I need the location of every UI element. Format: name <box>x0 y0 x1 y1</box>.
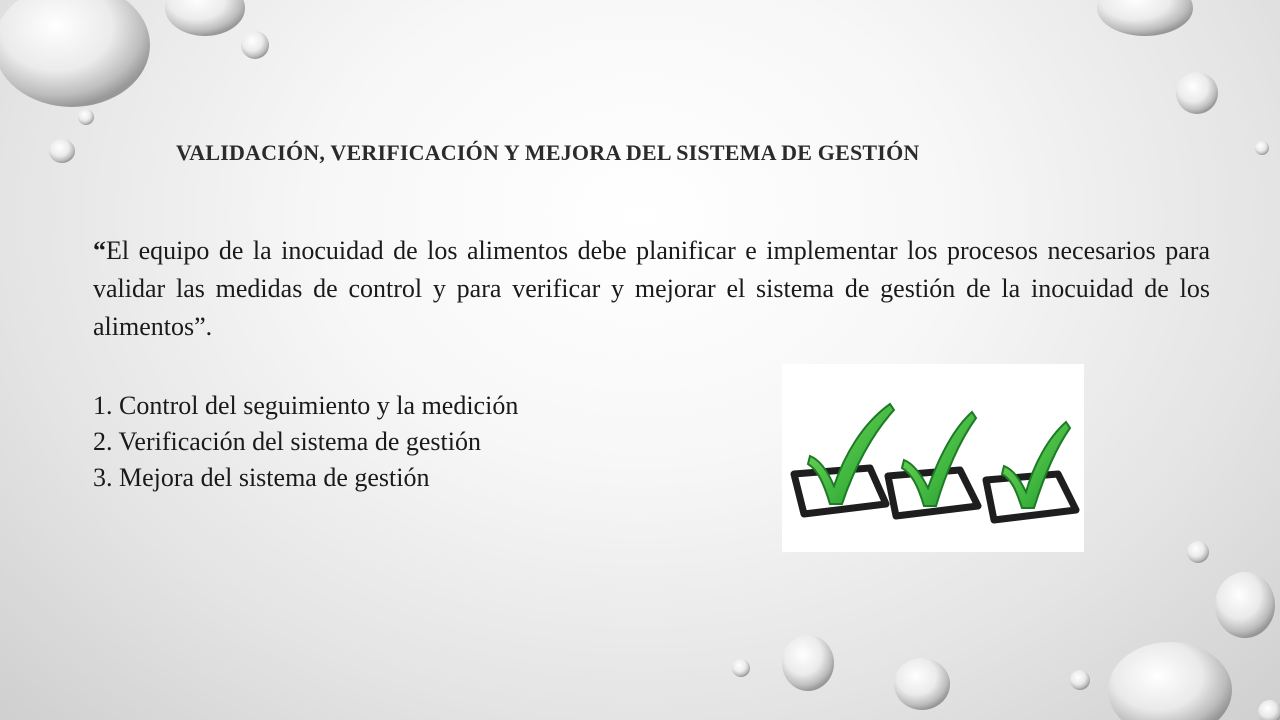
steps-list <box>93 388 518 496</box>
checkbox-1-icon <box>794 404 894 514</box>
quote-paragraph <box>93 232 1210 346</box>
checkbox-3-icon <box>986 422 1076 520</box>
green-checkmarks-icon <box>782 364 1084 552</box>
checkbox-2-icon <box>888 412 978 516</box>
list-item: 3. Mejora del sistema de gestión <box>93 463 430 492</box>
slide-title: VALIDACIÓN, VERIFICACIÓN Y MEJORA DEL SISTEMA DE GESTIÓN <box>176 140 920 165</box>
quote-text: El equipo de la inocuidad de los alimentos debe planificar e implementar los procesos necesarios para validar las medidas de control y para verificar y mejorar el sistema de gestión de la inocuidad de los alimentos”. <box>93 236 1210 341</box>
checkmarks-image <box>782 364 1084 552</box>
list-item: 1. Control del seguimiento y la medición <box>93 391 519 420</box>
list-item: 2. Verificación del sistema de gestión <box>93 427 481 456</box>
quote-open-mark: “ <box>93 236 106 265</box>
